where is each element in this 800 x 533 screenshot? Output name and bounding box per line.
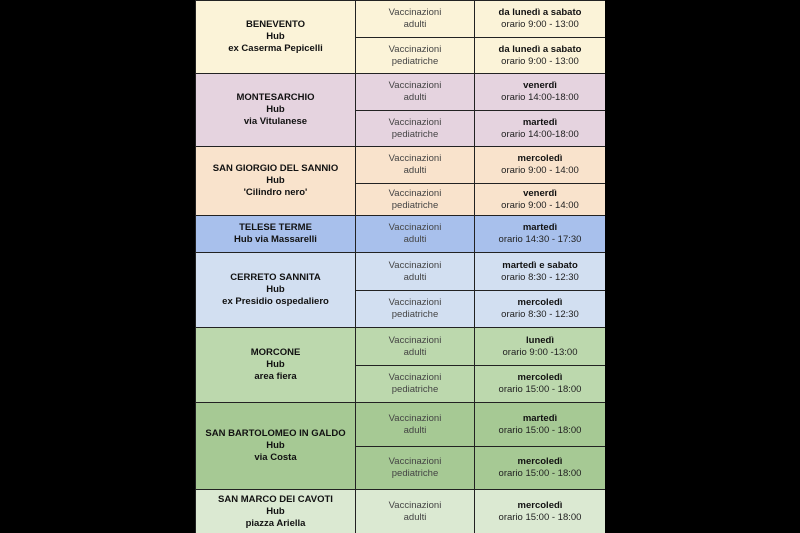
schedule-cell xyxy=(475,216,606,253)
location-cell xyxy=(196,147,356,216)
location-name-line: Hub xyxy=(266,505,285,517)
location-name-line: BENEVENTO xyxy=(246,19,305,30)
service-cell xyxy=(356,38,475,74)
schedule-hours: orario 9:00 - 13:00 xyxy=(501,19,579,30)
location-cell xyxy=(196,74,356,147)
schedule-row xyxy=(196,74,606,111)
service-cell xyxy=(356,1,475,38)
service-label-line: pediatriche xyxy=(391,199,439,211)
schedule-row xyxy=(196,147,606,184)
location-name-line: Hub xyxy=(266,175,285,186)
service-label-line: Vaccinazioni xyxy=(388,259,442,271)
service-label-line: Vaccinazioni xyxy=(388,499,442,511)
service-label-line: Vaccinazioni xyxy=(388,153,442,164)
schedule-days: mercoledì xyxy=(517,153,563,164)
service-cell xyxy=(356,403,475,447)
service-label-line: Vaccinazioni xyxy=(388,456,442,467)
schedule-days: venerdì xyxy=(523,80,557,91)
schedule-cell xyxy=(475,253,606,291)
location-name-line: MORCONE xyxy=(250,347,301,358)
schedule-row xyxy=(196,216,606,253)
location-cell xyxy=(196,403,356,490)
schedule-days: martedì xyxy=(522,412,558,424)
location-cell xyxy=(196,328,356,403)
service-label-line: Vaccinazioni xyxy=(388,7,442,18)
service-label-line: adulti xyxy=(403,511,427,523)
schedule-hours: orario 9:00 - 13:00 xyxy=(501,55,579,67)
schedule-hours: orario 14:00-18:00 xyxy=(501,92,579,103)
schedule-hours: orario 15:00 - 18:00 xyxy=(498,384,582,395)
service-cell xyxy=(356,111,475,147)
location-name-line: 'Cilindro nero' xyxy=(243,187,308,198)
schedule-cell xyxy=(475,147,606,184)
service-label-line: adulti xyxy=(403,19,427,30)
location-name-line: MONTESARCHIO xyxy=(236,92,315,103)
schedule-days: mercoledì xyxy=(517,499,563,511)
service-label-line: Vaccinazioni xyxy=(388,187,442,199)
schedule-cell xyxy=(475,38,606,74)
service-label-line: pediatriche xyxy=(391,309,439,320)
schedule-cell xyxy=(475,366,606,403)
schedule-hours: orario 15:00 - 18:00 xyxy=(498,511,582,523)
service-label-line: adulti xyxy=(403,165,427,176)
location-cell xyxy=(196,253,356,328)
schedule-row xyxy=(196,403,606,447)
service-label-line: pediatriche xyxy=(391,384,439,395)
location-cell xyxy=(196,1,356,74)
location-name-line: SAN GIORGIO DEL SANNIO xyxy=(212,163,339,174)
location-cell xyxy=(196,490,356,533)
service-cell xyxy=(356,447,475,490)
schedule-days: martedì xyxy=(522,222,558,233)
location-name-line: area fiera xyxy=(254,371,297,382)
service-cell xyxy=(356,216,475,253)
service-label-line: adulti xyxy=(403,424,427,436)
location-name-line: Hub xyxy=(266,104,285,115)
schedule-days: venerdì xyxy=(523,187,557,199)
service-label-line: Vaccinazioni xyxy=(388,43,442,55)
service-label-line: pediatriche xyxy=(391,128,439,140)
service-label-line: Vaccinazioni xyxy=(388,116,442,128)
schedule-hours: orario 14:00-18:00 xyxy=(501,128,579,140)
location-name-line: SAN MARCO DEI CAVOTI xyxy=(218,493,333,505)
service-label-line: adulti xyxy=(403,271,427,283)
schedule-cell xyxy=(475,1,606,38)
service-label-line: Vaccinazioni xyxy=(388,80,442,91)
service-cell xyxy=(356,74,475,111)
location-name-line: CERRETO SANNITA xyxy=(230,272,321,283)
schedule-cell xyxy=(475,328,606,366)
location-name-line: TELESE TERME xyxy=(239,222,312,233)
schedule-cell xyxy=(475,291,606,328)
schedule-days: lunedì xyxy=(526,334,554,346)
service-label-line: Vaccinazioni xyxy=(388,297,442,308)
location-name-line: Hub xyxy=(266,359,285,370)
service-label-line: pediatriche xyxy=(391,55,439,67)
schedule-days: mercoledì xyxy=(517,372,563,383)
location-name-line: SAN BARTOLOMEO IN GALDO xyxy=(205,428,346,439)
vaccination-schedule-sheet xyxy=(195,0,605,533)
schedule-hours: orario 8:30 - 12:30 xyxy=(501,309,579,320)
schedule-hours: orario 14:30 - 17:30 xyxy=(498,234,582,245)
service-cell xyxy=(356,291,475,328)
schedule-cell xyxy=(475,184,606,216)
schedule-days: da lunedì a sabato xyxy=(498,7,582,18)
service-label-line: Vaccinazioni xyxy=(388,412,442,424)
service-label-line: pediatriche xyxy=(391,468,439,479)
location-name-line: Hub xyxy=(266,284,285,295)
location-name-line: ex Caserma Pepicelli xyxy=(228,43,323,54)
schedule-days: mercoledì xyxy=(517,297,563,308)
schedule-days: da lunedì a sabato xyxy=(498,43,582,55)
schedule-hours: orario 15:00 - 18:00 xyxy=(498,424,582,436)
schedule-cell xyxy=(475,111,606,147)
service-cell xyxy=(356,490,475,533)
schedule-cell xyxy=(475,403,606,447)
service-cell xyxy=(356,184,475,216)
schedule-hours: orario 9:00 -13:00 xyxy=(502,346,578,358)
service-label-line: adulti xyxy=(403,234,427,245)
service-cell xyxy=(356,366,475,403)
service-cell xyxy=(356,328,475,366)
location-name-line: Hub xyxy=(266,31,285,42)
schedule-row xyxy=(196,490,606,533)
location-cell xyxy=(196,216,356,253)
location-name-line: piazza Ariella xyxy=(245,517,306,529)
schedule-row xyxy=(196,253,606,291)
service-label-line: Vaccinazioni xyxy=(388,222,442,233)
schedule-row xyxy=(196,1,606,38)
schedule-hours: orario 15:00 - 18:00 xyxy=(498,468,582,479)
location-name-line: Hub via Massarelli xyxy=(234,234,317,245)
service-cell xyxy=(356,147,475,184)
schedule-hours: orario 9:00 - 14:00 xyxy=(501,165,579,176)
schedule-days: mercoledì xyxy=(517,456,563,467)
schedule-hours: orario 8:30 - 12:30 xyxy=(501,271,579,283)
location-name-line: via Vitulanese xyxy=(243,116,308,127)
schedule-days: martedì e sabato xyxy=(502,259,578,271)
schedule-cell xyxy=(475,447,606,490)
schedule-days: martedì xyxy=(522,116,558,128)
schedule-cell xyxy=(475,74,606,111)
schedule-row xyxy=(196,328,606,366)
location-name-line: ex Presidio ospedaliero xyxy=(222,296,329,307)
schedule-cell xyxy=(475,490,606,533)
location-name-line: via Costa xyxy=(254,452,297,463)
service-label-line: adulti xyxy=(403,346,427,358)
service-cell xyxy=(356,253,475,291)
service-label-line: adulti xyxy=(403,92,427,103)
schedule-hours: orario 9:00 - 14:00 xyxy=(501,199,579,211)
service-label-line: Vaccinazioni xyxy=(388,372,442,383)
vaccination-schedule-table xyxy=(195,0,605,533)
service-label-line: Vaccinazioni xyxy=(388,334,442,346)
location-name-line: Hub xyxy=(266,440,285,451)
